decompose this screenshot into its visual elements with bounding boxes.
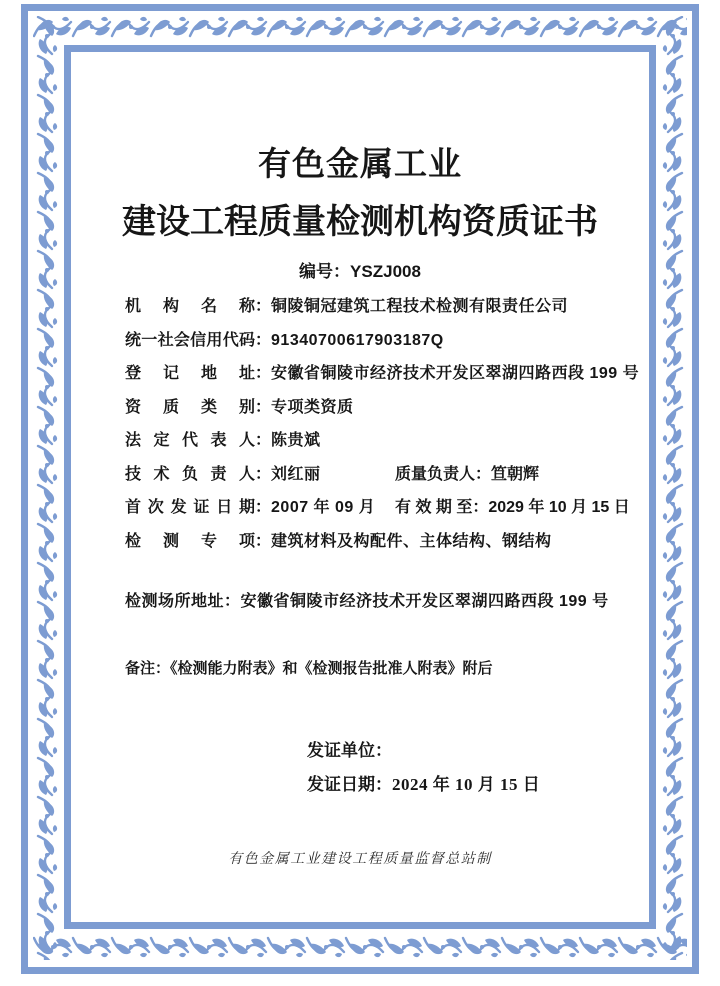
ornament-border-bottom [33,933,687,959]
colon: ： [255,499,272,516]
colon: ： [255,432,272,449]
colon: ： [375,741,392,760]
field-value: 2007 年 09 月 [271,499,376,516]
colon: ： [255,465,272,483]
colon: ： [255,398,272,416]
certificate-title-line1: 有色金属工业 [258,145,462,182]
field-value: 建筑材料及构配件、主体结构、钢结构 [271,532,552,550]
serial-value: YSZJ008 [350,262,421,281]
issuing-authority-line [307,736,392,761]
field-label: 资质类别 [125,398,255,416]
field-row-registered-address [125,357,649,391]
issue-date-label: 发证日期 [307,775,375,794]
site-address-value: 安徽省铜陵市经济技术开发区翠湖四路西段 199 号 [240,593,609,610]
field-row-org-name [125,290,649,324]
field-label: 机构名称 [125,298,255,315]
field-row-credit-code [125,324,649,358]
field-value: 刘红丽 [271,465,321,483]
field-label: 统一社会信用代码 [125,331,255,349]
fields-block [125,290,649,558]
serial-label: 编号 [299,262,334,281]
field-row-first-issue-date [125,491,649,525]
colon: ： [255,331,272,349]
colon: ： [255,532,272,550]
site-address-line [125,588,609,611]
field-row-inspection-specialties [125,525,649,559]
field-value: 安徽省铜陵市经济技术开发区翠湖四路西段 199 号 [271,365,640,382]
remark-label: 备注 [125,660,156,677]
field-value: 陈贵斌 [271,432,321,449]
issue-date-value: 2024 年 10 月 15 日 [392,775,541,794]
footer-producer-stamp: 有色金属工业建设工程质量监督总站制 [228,852,492,867]
colon: ： [155,660,171,677]
remark-line [125,657,493,678]
field-label: 检测专项 [125,532,255,550]
field-value: 铜陵铜冠建筑工程技术检测有限责任公司 [271,298,569,315]
field-valid-until: 有 效 期 至：2029 年 10 月 15 日 [395,499,630,516]
field-label: 法定代表人 [125,432,255,449]
field-label: 首次发证日期 [125,499,255,516]
issue-date-line [307,770,540,795]
colon: ： [255,298,272,315]
certificate-title-line2: 建设工程质量检测机构资质证书 [122,203,598,241]
field-label: 登记地址 [125,365,255,382]
field-value: 91340700617903187Q [271,331,444,349]
ornament-border-top [33,15,687,41]
field-value: 专项类资质 [271,398,354,416]
serial-number-line [0,257,720,282]
colon: ： [375,775,392,794]
remark-value: 《检测能力附表》和《检测报告批准人附表》附后 [170,660,493,677]
site-address-label: 检测场所地址 [125,593,225,610]
colon: ： [333,262,351,281]
field-row-qualification-category [125,391,649,425]
colon: ： [224,593,241,610]
field-row-legal-representative [125,424,649,458]
field-quality-director: 质量负责人：笪朝辉 [395,465,540,483]
field-row-technical-director [125,458,649,492]
field-label: 技术负责人 [125,465,255,483]
colon: ： [255,365,272,382]
issuer-label: 发证单位 [307,741,375,760]
